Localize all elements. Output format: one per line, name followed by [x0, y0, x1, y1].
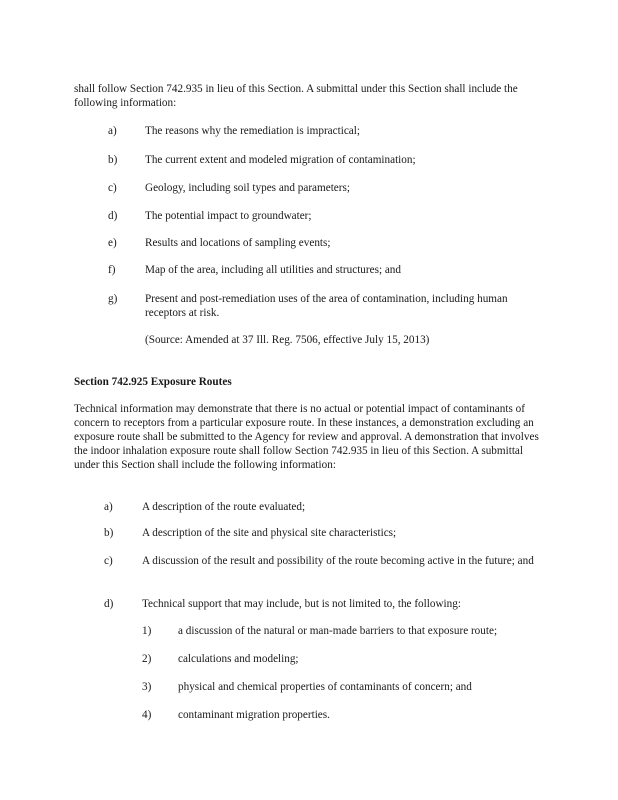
list-item-label: f): [108, 264, 116, 276]
section-paragraph: Technical information may demonstrate that there is no actual or potential impact of contaminants of concern to receptors from a particular exposure route. In these instances, a demonstration excluding an exposure route shall be submitted to the Agency for review and approval. A demonstration that involves the indoor inhalation exposure route shall follow Section 742.935 in lieu of this Section. A submittal under this Section shall include the following information:: [74, 403, 539, 471]
sub-list-item-label: 2): [142, 653, 152, 665]
list-item-label: c): [104, 555, 113, 567]
sub-list-item-label: 3): [142, 681, 152, 693]
list-item-text: The reasons why the remediation is impractical;: [145, 125, 360, 137]
list-item-text: Map of the area, including all utilities and structures; and: [145, 264, 401, 276]
section-heading: Section 742.925 Exposure Routes: [74, 376, 232, 388]
list-item-text: Technical support that may include, but is not limited to, the following:: [142, 598, 461, 610]
list-item-text: The current extent and modeled migration of contamination;: [145, 154, 416, 166]
list-item-text: A discussion of the result and possibility of the route becoming active in the future; and: [142, 555, 534, 567]
list-item-label: g): [108, 293, 118, 305]
intro-paragraph: shall follow Section 742.935 in lieu of this Section. A submittal under this Section shall include the following information:: [74, 83, 518, 109]
sub-list-item-text: physical and chemical properties of contaminants of concern; and: [178, 681, 472, 693]
list-item-label: d): [108, 210, 118, 222]
list-item-text: A description of the route evaluated;: [142, 501, 306, 513]
list-item-text: Results and locations of sampling events;: [145, 237, 331, 249]
list-item-label: b): [104, 527, 114, 539]
list-item-text: A description of the site and physical site characteristics;: [142, 527, 397, 539]
list-item-text: Present and post-remediation uses of the area of contamination, including human receptors at risk.: [145, 293, 508, 319]
sub-list-item-text: a discussion of the natural or man-made barriers to that exposure route;: [178, 625, 498, 637]
list-item-label: a): [104, 501, 113, 513]
sub-list-item-text: calculations and modeling;: [178, 653, 299, 665]
list-item-label: e): [108, 237, 117, 249]
sub-list-item-label: 1): [142, 625, 152, 637]
sub-list-item-label: 4): [142, 709, 152, 721]
source-note: (Source: Amended at 37 Ill. Reg. 7506, effective July 15, 2013): [145, 334, 430, 346]
list-item-label: c): [108, 182, 117, 194]
list-item-text: The potential impact to groundwater;: [145, 210, 312, 222]
list-item-text: Geology, including soil types and parameters;: [145, 182, 350, 194]
list-item-label: b): [108, 154, 118, 166]
list-item-label: a): [108, 125, 117, 137]
list-item-label: d): [104, 598, 114, 610]
sub-list-item-text: contaminant migration properties.: [178, 709, 330, 721]
